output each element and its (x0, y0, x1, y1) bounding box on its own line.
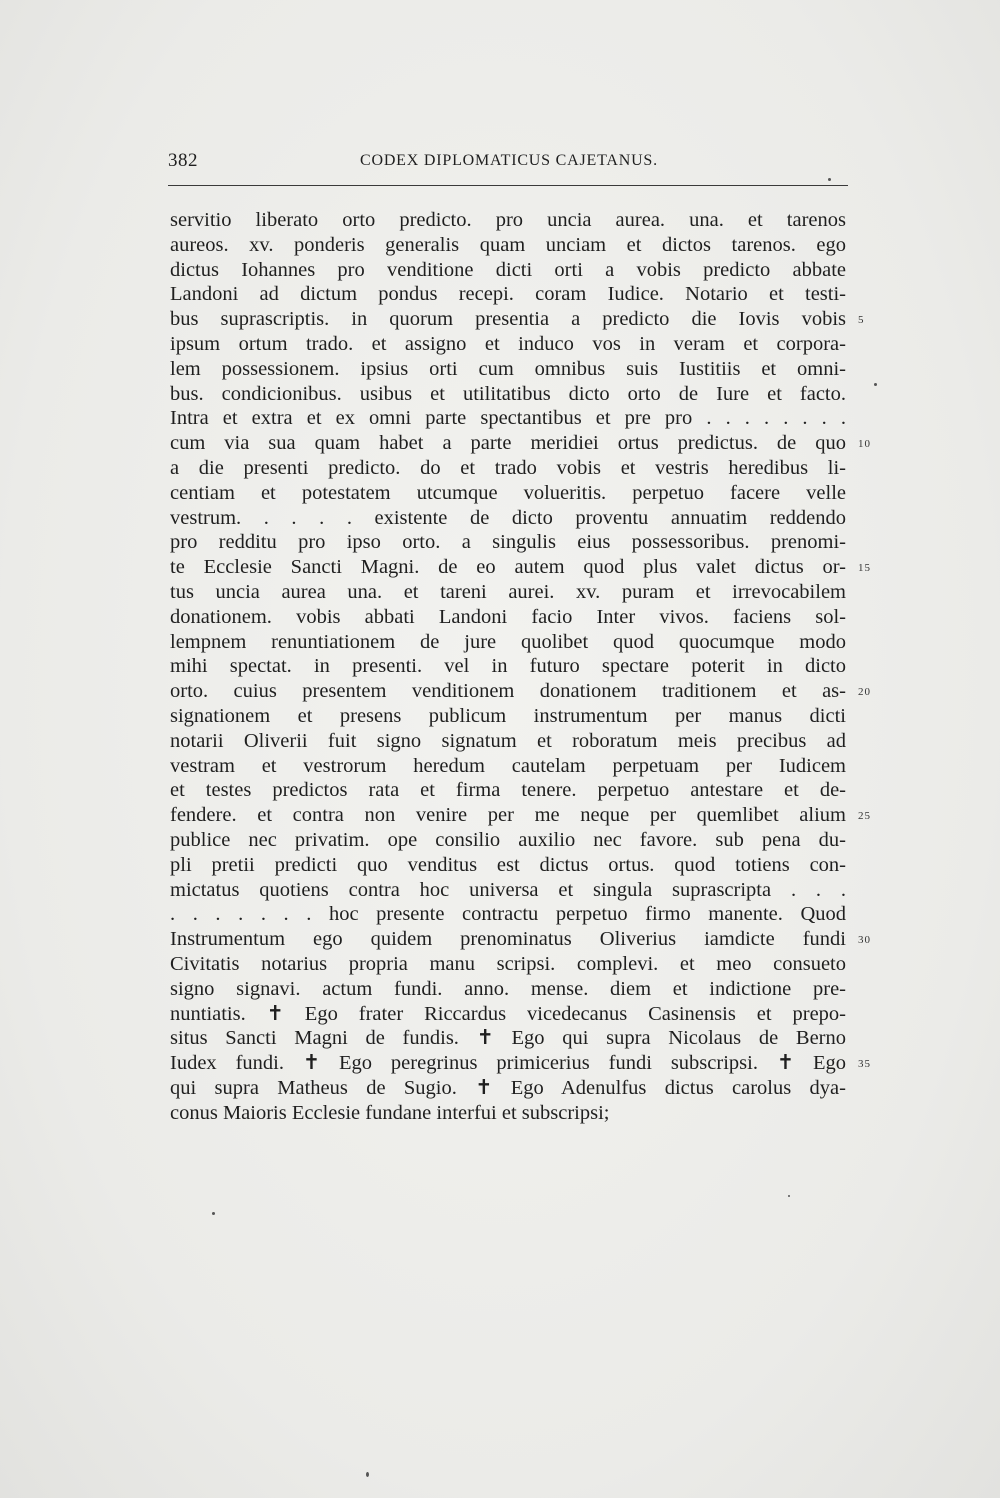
body-text (170, 208, 846, 1125)
text-line: Instrumentum ego quidem prenominatus Oliverius iamdicte fundi (170, 928, 846, 951)
text-line: situs Sancti Magni de fundis. ✝ Ego qui supra Nicolaus de Berno (170, 1027, 846, 1050)
margin-line-number: 5 (858, 314, 865, 327)
running-title: CODEX DIPLOMATICUS CAJETANUS. (360, 152, 658, 169)
text-line: tus uncia aurea una. et tareni aurei. xv. puram et irrevocabilem (170, 580, 846, 603)
text-line: dictus Iohannes pro venditione dicti orti a vobis predicto abbate (170, 258, 846, 281)
text-line: et testes predictos rata et firma tenere. perpetuo antestare et de- (170, 779, 846, 802)
text-line: te Ecclesie Sancti Magni. de eo autem quod plus valet dictus or- (170, 556, 846, 579)
text-line: Intra et extra et ex omni parte spectantibus et pre pro . . . . . . . . (170, 407, 846, 430)
text-line: lem possessionem. ipsius orti cum omnibus suis Iustitiis et omni- (170, 357, 846, 380)
text-line: vestrum. . . . . existente de dicto proventu annuatim reddendo (170, 506, 846, 529)
text-line: publice nec privatim. ope consilio auxilio nec favore. sub pena du- (170, 828, 846, 851)
print-speck (788, 1195, 790, 1197)
text-line: centiam et potestatem utcumque volueritis. perpetuo facere velle (170, 481, 846, 504)
text-line: pro redditu pro ipso orto. a singulis eius possessoribus. prenomi- (170, 531, 846, 554)
margin-line-number: 20 (858, 686, 871, 699)
text-line: a die presenti predicto. do et trado vobis et vestris heredibus li- (170, 456, 846, 479)
text-line: pli pretii predicti quo venditus est dictus ortus. quod totiens con- (170, 853, 846, 876)
text-line: qui supra Matheus de Sugio. ✝ Ego Adenulfus dictus carolus dya- (170, 1076, 846, 1099)
margin-line-number: 30 (858, 934, 871, 947)
text-line: fendere. et contra non venire per me neque per quemlibet alium (170, 804, 846, 827)
page-header (168, 150, 848, 178)
text-line: signo signavi. actum fundi. anno. mense. diem et indictione pre- (170, 977, 846, 1000)
text-line: . . . . . . . hoc presente contractu perpetuo firmo manente. Quod (170, 903, 846, 926)
text-line: bus suprascriptis. in quorum presentia a predicto die Iovis vobis (170, 308, 846, 331)
print-speck (366, 1472, 369, 1477)
text-line: ipsum ortum trado. et assigno et induco vos in veram et corpora- (170, 332, 846, 355)
text-line: conus Maioris Ecclesie fundane interfui et subscripsi; (170, 1101, 610, 1124)
text-line: notarii Oliverii fuit signo signatum et roboratum meis precibus ad (170, 729, 846, 752)
text-line: servitio liberato orto predicto. pro uncia aurea. una. et tarenos (170, 209, 846, 231)
header-rule (168, 185, 848, 186)
margin-line-number: 35 (858, 1058, 871, 1071)
text-line: donationem. vobis abbati Landoni facio Inter vivos. faciens sol- (170, 605, 846, 628)
margin-line-number: 15 (858, 562, 871, 575)
text-line: aureos. xv. ponderis generalis quam unciam et dictos tarenos. ego (170, 233, 846, 256)
text-line: Iudex fundi. ✝ Ego peregrinus primicerius fundi subscripsi. ✝ Ego (170, 1052, 846, 1075)
text-line: signationem et presens publicum instrumentum per manus dicti (170, 704, 846, 727)
print-speck (212, 1212, 215, 1215)
text-line: vestram et vestrorum heredum cautelam perpetuam per Iudicem (170, 754, 846, 777)
margin-line-number: 10 (858, 438, 871, 451)
text-line: orto. cuius presentem venditionem donationem traditionem et as- (170, 680, 846, 703)
text-line: mihi spectat. in presenti. vel in futuro spectare poterit in dicto (170, 655, 846, 678)
text-line: cum via sua quam habet a parte meridiei ortus predictus. de quo (170, 432, 846, 455)
text-line: lempnem renuntiationem de jure quolibet quod quocumque modo (170, 630, 846, 653)
text-line: Landoni ad dictum pondus recepi. coram Iudice. Notario et testi- (170, 283, 846, 306)
margin-line-number: 25 (858, 810, 871, 823)
text-line: bus. condicionibus. usibus et utilitatibus dicto orto de Iure et facto. (170, 382, 846, 405)
page-number: 382 (168, 150, 198, 171)
text-line: Civitatis notarius propria manu scripsi. complevi. et meo consueto (170, 952, 846, 975)
text-line: mictatus quotiens contra hoc universa et singula suprascripta . . . (170, 878, 846, 901)
print-speck (874, 383, 877, 386)
text-line: nuntiatis. ✝ Ego frater Riccardus vicedecanus Casinensis et prepo- (170, 1002, 846, 1025)
print-speck (828, 178, 831, 181)
